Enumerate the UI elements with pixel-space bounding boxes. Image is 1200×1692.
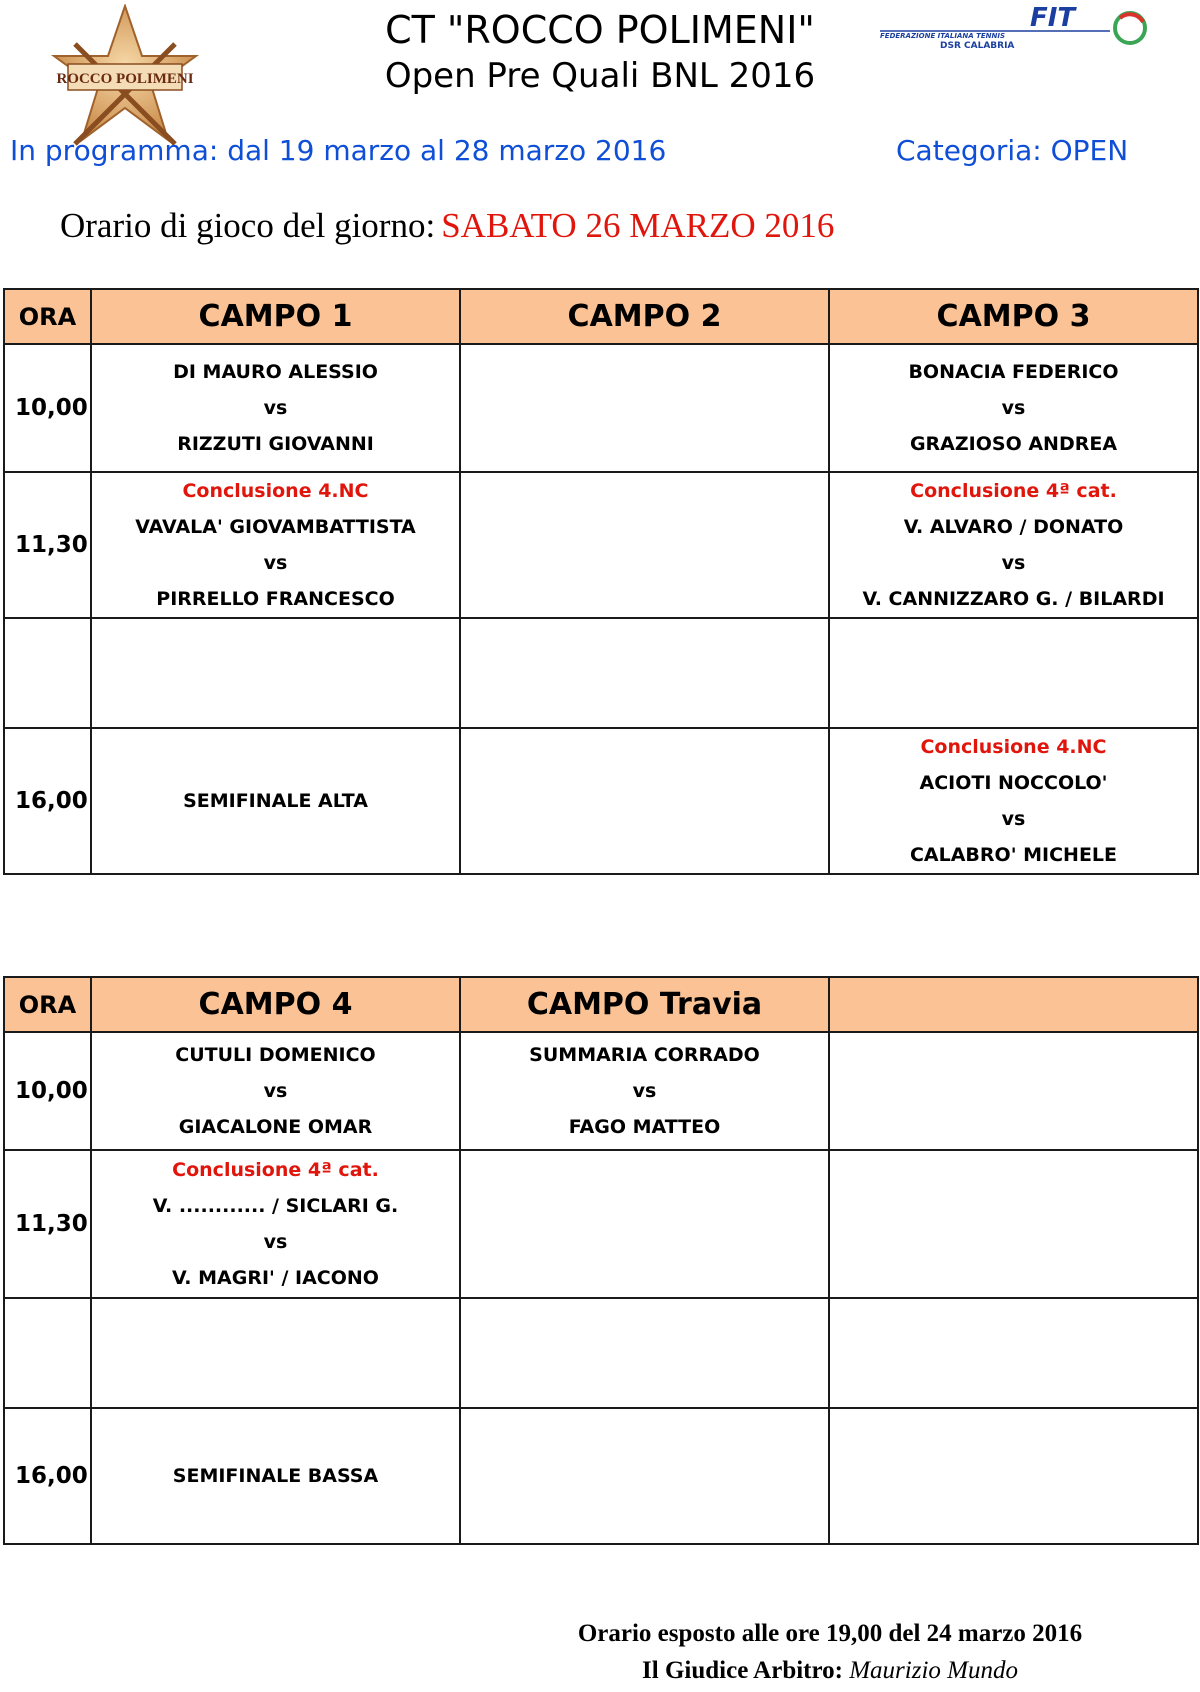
player-name: VAVALA' GIOVAMBATTISTA xyxy=(135,516,416,538)
player-name: V. MAGRI' / IACONO xyxy=(172,1267,379,1289)
player-name: CALABRO' MICHELE xyxy=(909,844,1118,866)
day-label: Orario di gioco del giorno: xyxy=(60,206,436,245)
player-name: ACIOTI NOCCOLO' xyxy=(919,772,1108,794)
tournament-name-title: Open Pre Quali BNL 2016 xyxy=(384,56,816,96)
header-campo-4: CAMPO 4 xyxy=(91,977,460,1032)
player-name: GRAZIOSO ANDREA xyxy=(909,433,1118,455)
empty-cell xyxy=(829,1298,1198,1408)
empty-cell xyxy=(460,1298,829,1408)
table-row-empty xyxy=(4,618,1198,728)
match-cell xyxy=(91,1032,460,1150)
header-ora: ORA xyxy=(4,289,91,344)
table-header-row xyxy=(4,977,1198,1032)
empty-cell xyxy=(91,618,460,728)
table-row xyxy=(4,344,1198,472)
time-cell: 11,30 xyxy=(4,472,91,618)
conclusion-note: Conclusione 4ª cat. xyxy=(172,1159,379,1181)
match-cell xyxy=(91,472,460,618)
conclusion-note: Conclusione 4ª cat. xyxy=(910,480,1117,502)
player-name: V. ............ / SICLARI G. xyxy=(152,1195,399,1217)
empty-cell xyxy=(460,472,829,618)
empty-cell xyxy=(91,1298,460,1408)
schedule-table-2 xyxy=(3,976,1199,1545)
time-cell: 11,30 xyxy=(4,1150,91,1298)
player-name: GIACALONE OMAR xyxy=(178,1116,373,1138)
player-name: SUMMARIA CORRADO xyxy=(529,1044,760,1066)
match-cell xyxy=(829,344,1198,472)
match-cell xyxy=(829,728,1198,874)
empty-cell xyxy=(460,344,829,472)
table-row xyxy=(4,1408,1198,1544)
table-header-row xyxy=(4,289,1198,344)
match-cell xyxy=(829,472,1198,618)
player-name: FAGO MATTEO xyxy=(568,1116,721,1138)
fit-logo xyxy=(880,4,1150,50)
club-logo-text: ROCCO POLIMENI xyxy=(56,71,194,87)
program-dates: In programma: dal 19 marzo al 28 marzo 2016 xyxy=(10,134,667,167)
match-cell xyxy=(91,344,460,472)
fit-logo-sub2: DSR CALABRIA xyxy=(940,41,1015,50)
header-campo-3: CAMPO 3 xyxy=(829,289,1198,344)
empty-cell xyxy=(460,1408,829,1544)
vs-label: vs xyxy=(632,1080,657,1102)
header-campo-1: CAMPO 1 xyxy=(91,289,460,344)
club-logo xyxy=(50,4,200,154)
category-label: Categoria: OPEN xyxy=(896,134,1129,167)
match-cell xyxy=(91,1150,460,1298)
empty-cell xyxy=(829,618,1198,728)
vs-label: vs xyxy=(1001,397,1026,419)
day-heading xyxy=(60,206,834,246)
tournament-club-title: CT "ROCCO POLIMENI" xyxy=(385,8,815,52)
table-row-empty xyxy=(4,1298,1198,1408)
header-empty xyxy=(829,977,1198,1032)
empty-cell xyxy=(460,618,829,728)
conclusion-note: Conclusione 4.NC xyxy=(920,736,1107,758)
header-ora: ORA xyxy=(4,977,91,1032)
time-cell: 10,00 xyxy=(4,344,91,472)
empty-cell xyxy=(829,1150,1198,1298)
player-name: V. ALVARO / DONATO xyxy=(903,516,1124,538)
vs-label: vs xyxy=(1001,552,1026,574)
day-date: SABATO 26 MARZO 2016 xyxy=(441,206,835,245)
fit-logo-sub1: FEDERAZIONE ITALIANA TENNIS xyxy=(880,32,1006,40)
empty-cell xyxy=(460,1150,829,1298)
time-cell: 16,00 xyxy=(4,1408,91,1544)
empty-cell xyxy=(460,728,829,874)
conclusion-note: Conclusione 4.NC xyxy=(182,480,369,502)
player-name: V. CANNIZZARO G. / BILARDI xyxy=(862,588,1165,610)
table-row xyxy=(4,1032,1198,1150)
posted-time: Orario esposto alle ore 19,00 del 24 marzo 2016 xyxy=(577,1620,1083,1647)
player-name: DI MAURO ALESSIO xyxy=(173,361,378,383)
player-name: BONACIA FEDERICO xyxy=(908,361,1119,383)
player-name: CUTULI DOMENICO xyxy=(175,1044,376,1066)
vs-label: vs xyxy=(263,1080,288,1102)
table-row xyxy=(4,1150,1198,1298)
empty-cell xyxy=(829,1032,1198,1150)
player-name: PIRRELLO FRANCESCO xyxy=(156,588,395,610)
semifinal-label: SEMIFINALE ALTA xyxy=(183,790,368,812)
referee-line xyxy=(560,1657,1100,1685)
schedule-table-1 xyxy=(3,288,1199,875)
header-campo-travia: CAMPO Travia xyxy=(460,977,829,1032)
table-row xyxy=(4,728,1198,874)
fit-logo-text: FIT xyxy=(1030,4,1076,33)
vs-label: vs xyxy=(263,397,288,419)
match-cell xyxy=(460,1032,829,1150)
player-name: RIZZUTI GIOVANNI xyxy=(177,433,374,455)
empty-cell xyxy=(4,1298,91,1408)
table-row xyxy=(4,472,1198,618)
semifinal-label: SEMIFINALE BASSA xyxy=(172,1465,379,1487)
vs-label: vs xyxy=(1001,808,1026,830)
referee-name: Maurizio Mundo xyxy=(849,1657,1018,1684)
match-cell xyxy=(91,728,460,874)
empty-cell xyxy=(829,1408,1198,1544)
time-cell: 10,00 xyxy=(4,1032,91,1150)
vs-label: vs xyxy=(263,1231,288,1253)
match-cell xyxy=(91,1408,460,1544)
vs-label: vs xyxy=(263,552,288,574)
referee-label: Il Giudice Arbitro: xyxy=(642,1657,843,1684)
time-cell: 16,00 xyxy=(4,728,91,874)
empty-cell xyxy=(4,618,91,728)
header-campo-2: CAMPO 2 xyxy=(460,289,829,344)
